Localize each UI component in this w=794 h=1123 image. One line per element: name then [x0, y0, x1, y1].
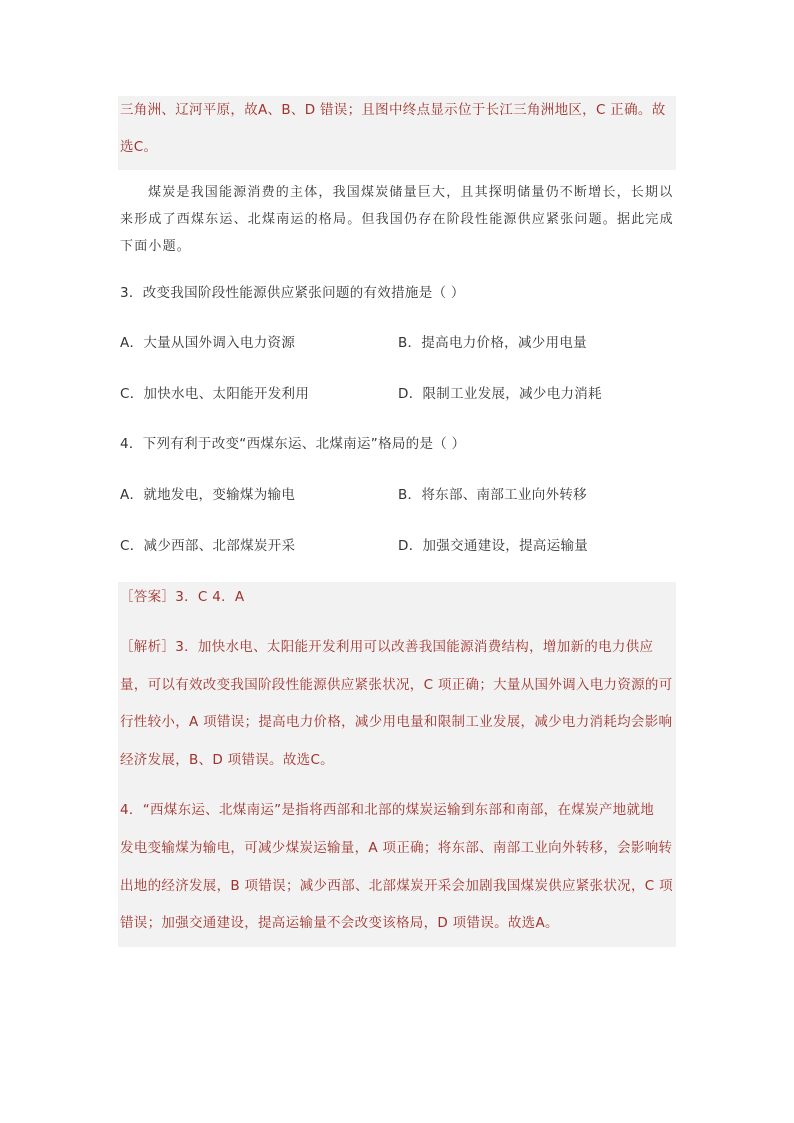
- answer-line: ［答案］3．C 4．A: [120, 589, 245, 605]
- question-4-option-d: D．加强交通建设，提高运输量: [398, 538, 589, 554]
- intro-line-3: 下面小题。: [120, 239, 192, 254]
- question-4-option-b: B．将东部、南部工业向外转移: [398, 487, 587, 503]
- prev-explanation-line-2: 选C。: [120, 139, 158, 155]
- analysis-3-line-1: ［解析］3．加快水电、太阳能开发利用可以改善我国能源消费结构，增加新的电力供应: [120, 639, 654, 655]
- question-3-option-c: C．加快水电、太阳能开发利用: [120, 386, 310, 402]
- analysis-4-line-3: 出地的经济发展，B 项错误；减少西部、北部煤炭开采会加剧我国煤炭供应紧张状况，C 项: [120, 878, 673, 894]
- analysis-3-line-4: 经济发展，B、D 项错误。故选C。: [120, 752, 334, 768]
- question-3-option-d: D．限制工业发展，减少电力消耗: [398, 386, 602, 402]
- prev-explanation-line-1: 三角洲、辽河平原，故A、B、D 错误；且图中终点显示位于长江三角洲地区，C 正确。故: [120, 102, 666, 118]
- question-3-stem: 3．改变我国阶段性能源供应紧张问题的有效措施是（ ）: [120, 285, 465, 301]
- intro-line-2: 来形成了西煤东运、北煤南运的格局。但我国仍存在阶段性能源供应紧张问题。据此完成: [120, 212, 674, 227]
- analysis-4-line-2: 发电变输煤为输电，可减少煤炭运输量，A 项正确；将东部、南部工业向外转移，会影响转: [120, 840, 673, 856]
- analysis-3-line-2: 量，可以有效改变我国阶段性能源供应紧张状况，C 项正确；大量从国外调入电力资源的可: [120, 677, 673, 693]
- analysis-3-line-3: 行性较小，A 项错误；提高电力价格，减少用电量和限制工业发展，减少电力消耗均会影响: [120, 714, 673, 730]
- question-4-option-a: A．就地发电，变输煤为输电: [120, 487, 296, 503]
- intro-line-1: 煤炭是我国能源消费的主体，我国煤炭储量巨大，且其探明储量仍不断增长，长期以: [148, 185, 674, 200]
- question-3-option-a: A．大量从国外调入电力资源: [120, 335, 296, 351]
- analysis-4-line-1: 4．“西煤东运、北煤南运”是指将西部和北部的煤炭运输到东部和南部，在煤炭产地就地: [120, 802, 655, 818]
- question-3-option-b: B．提高电力价格，减少用电量: [398, 335, 587, 351]
- question-4-stem: 4．下列有利于改变“西煤东运、北煤南运”格局的是（ ）: [120, 436, 466, 452]
- analysis-4-line-4: 错误；加强交通建设，提高运输量不会改变该格局，D 项错误。故选A。: [120, 915, 559, 931]
- question-4-option-c: C．减少西部、北部煤炭开采: [120, 538, 296, 554]
